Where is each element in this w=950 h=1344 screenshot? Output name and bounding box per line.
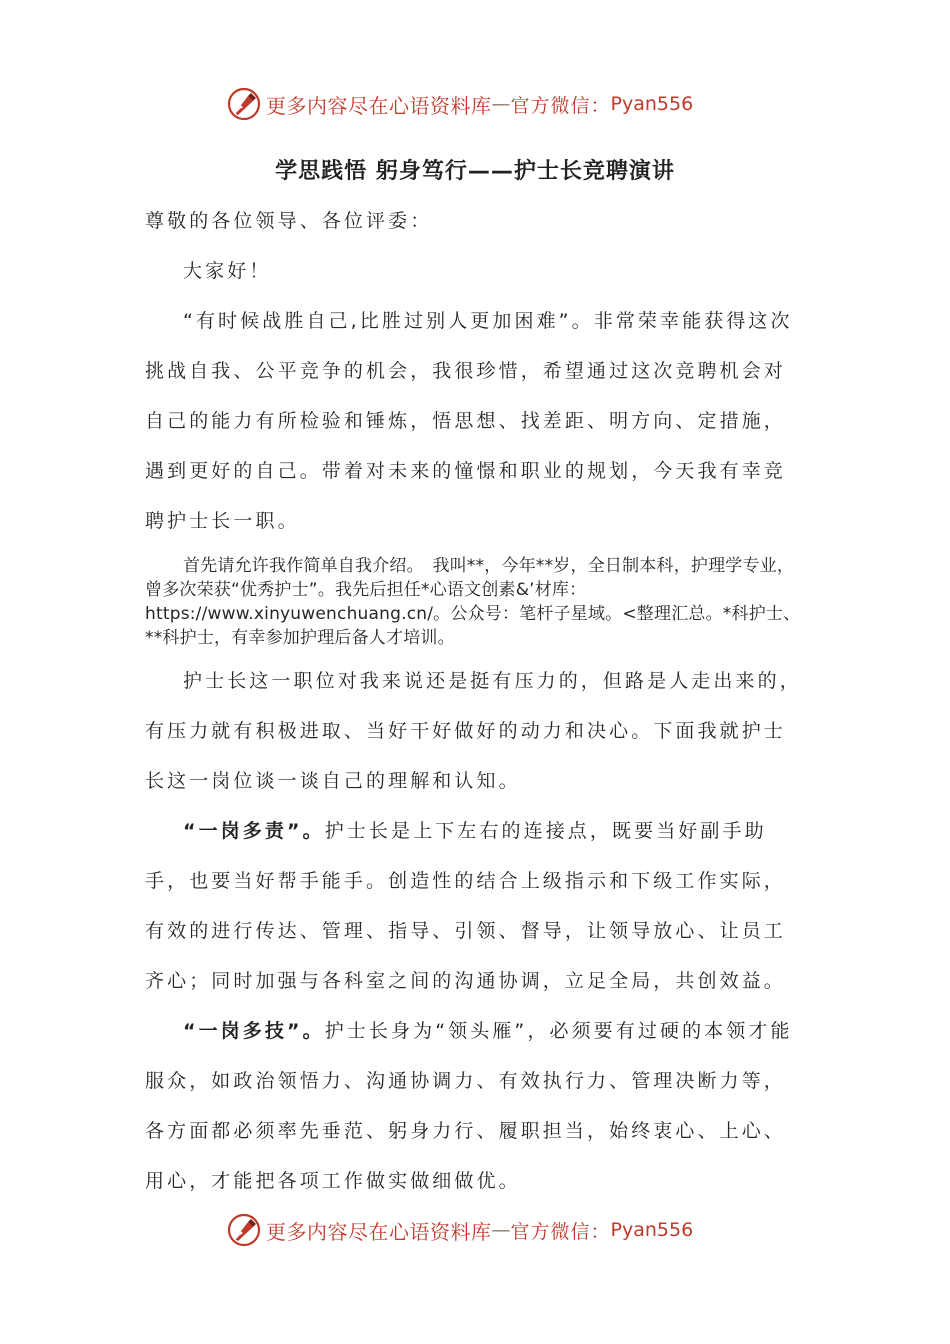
banner-wechat-id: Pyan556 (610, 1219, 694, 1241)
banner-main-text: 更多内容尽在心语资料库 (266, 1219, 492, 1244)
banner-separator: — (491, 1219, 511, 1241)
section-lead-multi-duty: “一岗多责”。 (183, 820, 325, 842)
document-title: 学思践悟 躬身笃行——护士长竞聘演讲 (275, 159, 675, 184)
header-banner[interactable] (226, 84, 693, 124)
paragraph-self-introduction: 首先请允许我作简单自我介绍。 我叫**，今年**岁，全日制本科，护理学专业，曾多次荣获“优秀护士”。我先后担任*心语文创素&’材库：https://www.xinyuwenchuang.cn/。公众号：笔杆子星域。<整理汇总。*科护士、**科护士，有幸参加护理后备人才培训。 (145, 556, 801, 648)
paragraph-multi-duty-body: 护士长是上下左右的连接点，既要当好副手助手，也要当好帮手能手。创造性的结合上级指示和下级工作实际，有效的进行传达、管理、指导、引领、督导，让领导放心、让员工齐心；同时加强与各科室之间的沟通协调，立足全局，共创效益。 (145, 820, 786, 992)
banner-wechat-label: 官方微信： (510, 1220, 611, 1243)
footer-banner[interactable] (226, 1210, 693, 1250)
salutation: 尊敬的各位领导、各位评委： (145, 210, 433, 232)
greeting: 大家好！ (183, 260, 272, 282)
paragraph-opening: “有时候战胜自己,比胜过别人更加困难”。非常荣幸能获得这次挑战自我、公平竞争的机会，我很珍惜，希望通过这次竞聘机会对自己的能力有所检验和锤炼，悟思想、找差距、明方向、定措施，遇到更好的自己。带着对未来的憧憬和职业的规划，今天我有幸竞聘护士长一职。 (145, 310, 793, 532)
section-lead-multi-skill: “一岗多技”。 (183, 1020, 325, 1042)
document-body (145, 196, 805, 1206)
paragraph-multi-skill (145, 1006, 805, 1206)
banner-main-text: 更多内容尽在心语资料库 (266, 93, 492, 118)
pen-nib-circle-icon (226, 1212, 262, 1248)
banner-separator: — (491, 93, 511, 115)
banner-wechat-id: Pyan556 (610, 93, 694, 115)
pen-nib-circle-icon (226, 86, 262, 122)
paragraph-multi-duty (145, 806, 805, 1006)
paragraph-pressure: 护士长这一职位对我来说还是挺有压力的，但路是人走出来的，有压力就有积极进取、当好干好做好的动力和决心。下面我就护士长这一岗位谈一谈自己的理解和认知。 (145, 670, 802, 792)
paragraph-multi-skill-body: 护士长身为“领头雁”，必须要有过硬的本领才能服众，如政治领悟力、沟通协调力、有效执行力、管理决断力等，各方面都必须率先垂范、躬身力行、履职担当，始终衷心、上心、用心，才能把各项工作做实做细做优。 (145, 1020, 793, 1192)
banner-wechat-label: 官方微信： (510, 94, 611, 117)
